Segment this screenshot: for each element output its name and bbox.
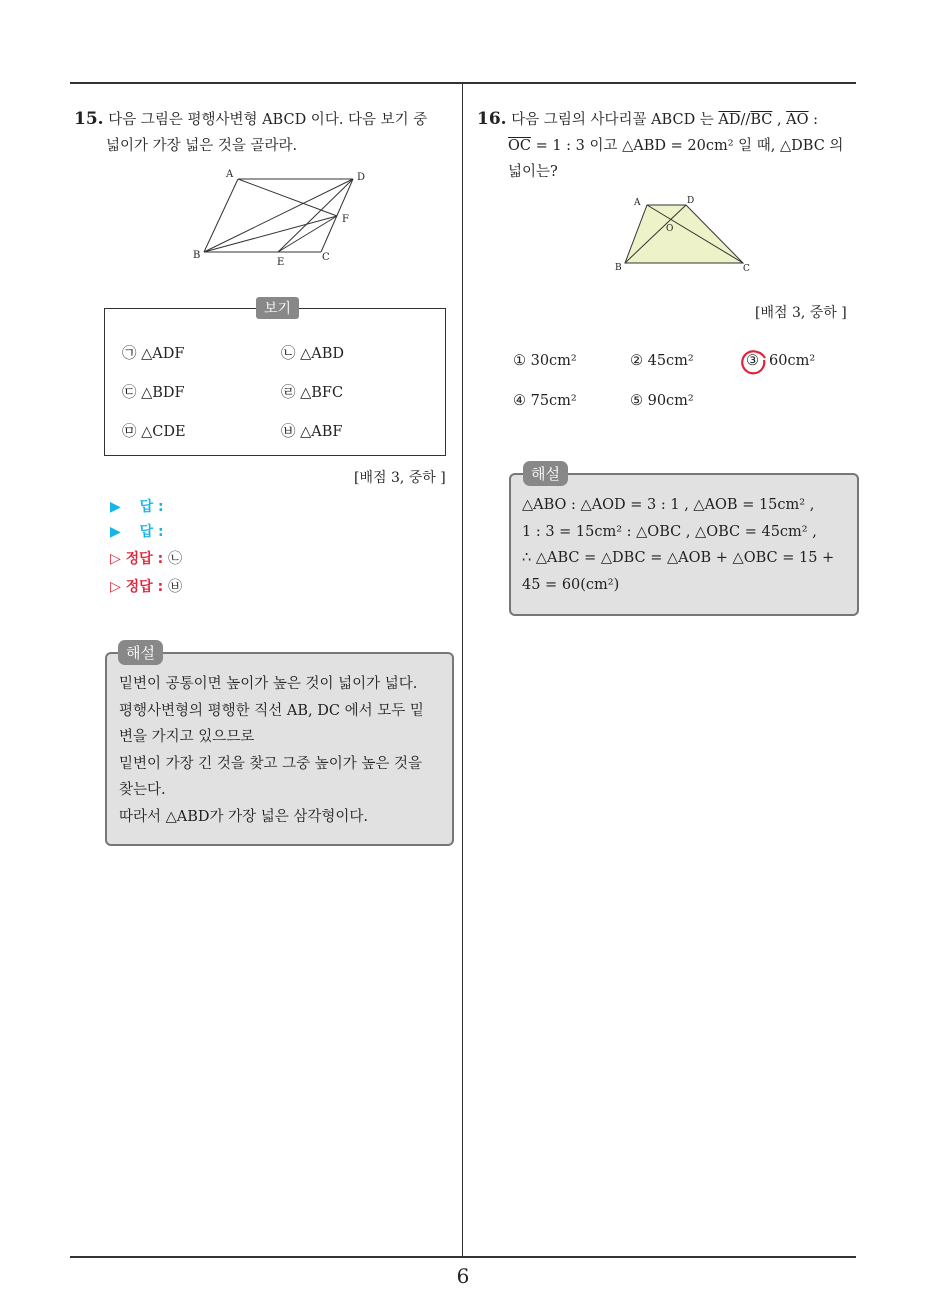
- separator: :: [808, 112, 819, 128]
- segment-BD: [204, 179, 353, 252]
- solution-line: 찾는다.: [119, 782, 166, 798]
- q16-trapezoid-figure: [610, 190, 760, 280]
- correct-answer-row: [110, 576, 182, 596]
- label-E: E: [277, 257, 285, 268]
- choice-1: ① 30cm²: [513, 353, 577, 369]
- bogi-item: ㉥ △ABF: [281, 424, 343, 440]
- label-O: O: [666, 224, 674, 234]
- choice-2: ② 45cm²: [630, 353, 694, 369]
- q15-parallelogram-figure: [185, 165, 375, 270]
- correct-answer-label: 정답 :: [125, 579, 164, 595]
- bogi-item: ㉢ △BDF: [122, 385, 185, 401]
- q16-line3: 넓이는?: [508, 164, 558, 180]
- q16-solution-title: 해설: [523, 461, 568, 486]
- q16-text: [477, 106, 862, 185]
- segment-AO-text: $\overline{AO}$: [786, 112, 809, 128]
- q15-text: [74, 106, 427, 159]
- label-D: D: [357, 172, 366, 183]
- q16-solution-text: [522, 492, 852, 598]
- solution-line: 평행사변형의 평행한 직선 AB, DC 에서 모두 밑: [119, 702, 424, 719]
- q16-line1: 다음 그림의 사다리꼴 ABCD 는: [511, 112, 719, 128]
- separator: ,: [772, 112, 787, 128]
- top-rule: [70, 82, 856, 84]
- edge-AB: [204, 179, 238, 252]
- solution-line: 45 = 60(cm²): [522, 576, 620, 593]
- bogi-item: ㉡ △ABD: [281, 346, 345, 362]
- q15-solution-title: 해설: [118, 640, 163, 665]
- choice-3-number: ③: [746, 353, 759, 369]
- solution-line: 밑변이 공통이면 높이가 높은 것이 넓이가 넓다.: [119, 676, 418, 692]
- choice-3-value: 60cm²: [769, 353, 816, 369]
- play-icon: ▶: [110, 524, 121, 540]
- label-B: B: [193, 250, 201, 261]
- solution-line: 따라서 △ABD가 가장 넓은 삼각형이다.: [119, 808, 369, 825]
- answer-row: [110, 521, 164, 541]
- bogi-title: 보기: [256, 297, 299, 319]
- segment-EF: [278, 216, 337, 252]
- segment-BF: [204, 216, 337, 252]
- q15-line1: 다음 그림은 평행사변형 ABCD 이다. 다음 보기 중: [108, 112, 428, 128]
- column-divider: [462, 83, 463, 1256]
- q15-solution-text: [119, 671, 444, 830]
- answer-row: [110, 496, 164, 516]
- label-A: A: [226, 169, 234, 180]
- correct-answer-value: ㉡: [168, 551, 183, 567]
- outline-play-icon: ▷: [110, 551, 121, 567]
- label-C: C: [743, 264, 750, 274]
- correct-answer-row: [110, 548, 182, 568]
- answer-label: 답 :: [139, 524, 164, 540]
- q16-line2: = 1 : 3 이고 △ABD = 20cm² 일 때, △DBC 의: [530, 138, 844, 154]
- answer-label: 답 :: [139, 499, 164, 515]
- label-D: D: [687, 196, 695, 206]
- trapezoid-ABCD: [625, 205, 743, 263]
- q16-number: 16.: [477, 109, 507, 129]
- correct-answer-label: 정답 :: [125, 551, 164, 567]
- play-icon: ▶: [110, 499, 121, 515]
- choice-5: ⑤ 90cm²: [630, 393, 694, 409]
- correct-answer-value: ㉥: [168, 579, 183, 595]
- bogi-item: ㉣ △BFC: [281, 385, 344, 401]
- outline-play-icon: ▷: [110, 579, 121, 595]
- solution-line: 변을 가지고 있으므로: [119, 729, 255, 745]
- bogi-item: ㉤ △CDE: [122, 424, 186, 440]
- bottom-rule: [70, 1256, 856, 1258]
- label-B: B: [615, 263, 622, 273]
- label-A: A: [634, 198, 641, 208]
- bogi-item: ㉠ △ADF: [122, 346, 185, 362]
- segment-AF: [238, 179, 337, 216]
- q15-line2: 넓이가 가장 넓은 것을 골라라.: [106, 138, 298, 154]
- solution-line: ∴ △ABC = △DBC = △AOB + △OBC = 15 +: [522, 550, 835, 566]
- segment-AD-text: $\overline{AD}$: [718, 112, 741, 128]
- solution-line: 밑변이 가장 긴 것을 찾고 그중 높이가 높은 것을: [119, 755, 423, 772]
- segment-OC-text: $\overline{OC}$: [508, 138, 531, 154]
- choice-4: ④ 75cm²: [513, 393, 577, 409]
- selected-answer-circle: [737, 346, 769, 378]
- q15-number: 15.: [74, 109, 104, 129]
- parallel-sign: //: [740, 112, 751, 128]
- q15-score: [배점 3, 중하 ]: [354, 470, 446, 486]
- solution-line: 1 : 3 = 15cm² : △OBC , △OBC = 45cm² ,: [522, 523, 817, 540]
- label-C: C: [322, 252, 330, 263]
- solution-line: △ABO : △AOD = 3 : 1 , △AOB = 15cm² ,: [522, 497, 815, 513]
- q16-score: [배점 3, 중하 ]: [755, 305, 847, 321]
- label-F: F: [342, 214, 349, 225]
- segment-BC-text: $\overline{BC}$: [750, 112, 773, 128]
- page-number: 6: [456, 1264, 470, 1288]
